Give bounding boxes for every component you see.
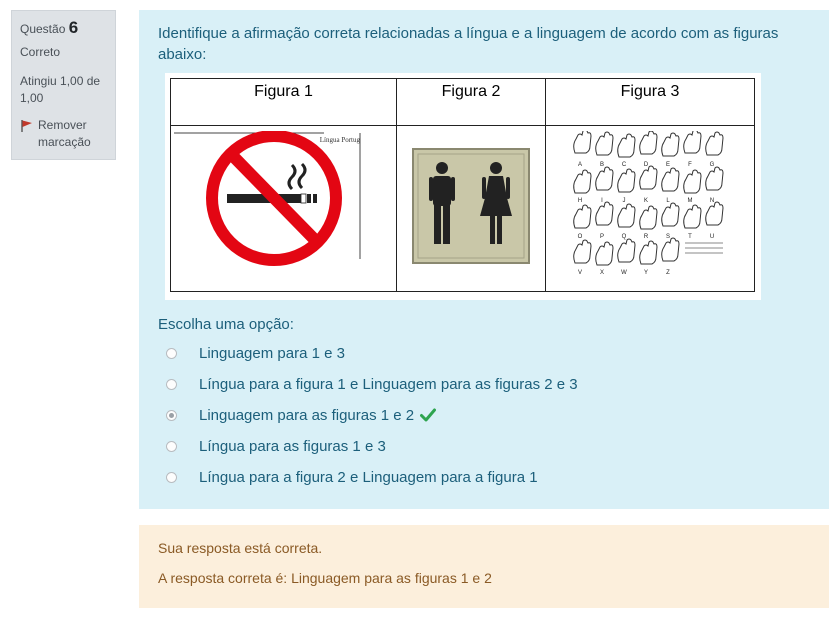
hand-sign-icon (640, 166, 657, 189)
restroom-sign (412, 148, 530, 264)
hand-sign-letter: D (643, 162, 649, 168)
figures-table (170, 78, 755, 292)
hand-sign-icon (706, 167, 723, 190)
hand-sign-icon (662, 133, 679, 156)
hand-sign-letter: F (688, 162, 692, 168)
hand-sign-icon (640, 206, 657, 229)
radio-button[interactable] (166, 472, 177, 483)
hand-sign-letter: O (577, 234, 583, 240)
hand-sign-icon (574, 131, 591, 153)
hand-sign-icon (574, 170, 591, 193)
hand-sign-letter: Z (666, 270, 670, 276)
hand-sign-icon (596, 202, 613, 225)
hand-sign-letter: P (599, 234, 605, 240)
hand-sign-icon (618, 169, 635, 192)
hand-sign-icon (618, 204, 635, 227)
hand-sign-icon (640, 131, 657, 154)
hand-sign-letter: B (599, 162, 605, 168)
answer-option[interactable] (166, 374, 578, 394)
figures-image (165, 73, 761, 300)
answer-option[interactable] (166, 436, 386, 456)
hand-sign-letter: T (688, 234, 692, 240)
answer-prompt: Escolha uma opção: (158, 316, 294, 333)
hand-sign-letter: W (621, 270, 627, 276)
radio-button[interactable] (166, 441, 177, 452)
radio-button[interactable] (166, 379, 177, 390)
question-label: Questão (20, 22, 66, 36)
hand-sign-icon (574, 205, 591, 228)
figure-1-header: Figura 1 (171, 79, 397, 126)
answer-option[interactable] (166, 405, 436, 425)
hand-sign-letter: U (709, 234, 715, 240)
answer-option[interactable] (166, 343, 345, 363)
feedback-panel (139, 525, 829, 608)
hand-sign-letter: S (665, 234, 671, 240)
hand-sign-icon (706, 132, 723, 155)
option-label: Linguagem para as figuras 1 e 2 (199, 406, 415, 424)
hand-sign-letter: X (599, 270, 605, 276)
question-text: Identifique a afirmação correta relacionadas a língua e a linguagem de acordo com as figuras abaixo: (158, 25, 779, 63)
question-number: 6 (68, 18, 79, 37)
hand-sign-letter: C (621, 162, 627, 168)
question-formulation (139, 10, 829, 509)
hand-sign-letter: V (577, 270, 583, 276)
hand-sign-letter: M (687, 198, 693, 204)
hand-sign-letter: H (577, 198, 583, 204)
remove-flag-label: Remover marcação (38, 118, 91, 149)
figure-1-caption: Língua Portug (319, 136, 360, 144)
hand-sign-letter: K (643, 198, 649, 204)
hand-sign-icon (706, 202, 723, 225)
hand-sign-icon (618, 239, 635, 262)
question-number-row (20, 19, 107, 38)
question-grade: Atingiu 1,00 de 1,00 (20, 74, 101, 105)
radio-button[interactable] (166, 348, 177, 359)
hand-sign-icon (662, 203, 679, 226)
option-label: Língua para a figura 2 e Linguagem para a figura 1 (199, 468, 538, 486)
answer-option[interactable] (166, 467, 538, 487)
hand-sign-letter: Y (643, 270, 649, 276)
no-smoking-sign (174, 131, 394, 281)
figure-1-cell (171, 126, 397, 292)
hand-sign-letter: L (666, 198, 670, 204)
hand-sign-letter: J (622, 198, 626, 204)
remove-flag-link[interactable] (20, 117, 107, 151)
hand-sign-icon (596, 132, 613, 155)
question-info-panel (11, 10, 116, 160)
hand-sign-icon (684, 170, 701, 193)
hand-sign-icon (596, 167, 613, 190)
hand-sign-icon (618, 134, 635, 157)
sign-language-alphabet (565, 131, 735, 281)
hand-sign-icon (684, 205, 701, 228)
hand-sign-letter: N (709, 198, 715, 204)
hand-sign-icon (640, 241, 657, 264)
flag-icon (20, 119, 34, 133)
correct-answer-text: A resposta correta é: Linguagem para as figuras 1 e 2 (158, 570, 492, 586)
feedback-status: Sua resposta está correta. (158, 540, 323, 556)
hand-sign-icon (574, 240, 591, 263)
option-label: Língua para a figura 1 e Linguagem para as figuras 2 e 3 (199, 375, 578, 393)
hand-sign-icon (596, 242, 613, 265)
figure-2-header: Figura 2 (397, 79, 546, 126)
hand-sign-icon (684, 131, 701, 153)
option-label: Língua para as figuras 1 e 3 (199, 437, 386, 455)
hand-sign-letter: A (577, 162, 583, 168)
hand-sign-letter: R (643, 234, 649, 240)
hand-sign-letter: I (601, 198, 603, 204)
question-state: Correto (20, 45, 61, 59)
hand-sign-icon (662, 168, 679, 191)
hand-sign-letter: Q (621, 234, 627, 240)
correct-check-icon (420, 408, 436, 422)
figure-3-cell (546, 126, 755, 292)
hand-sign-letter: G (709, 162, 715, 168)
figure-3-header: Figura 3 (546, 79, 755, 126)
figure-2-cell (397, 126, 546, 292)
radio-button-selected[interactable] (166, 410, 177, 421)
option-label: Linguagem para 1 e 3 (199, 344, 345, 362)
hand-sign-icon (662, 238, 679, 261)
hand-sign-letter: E (665, 162, 671, 168)
